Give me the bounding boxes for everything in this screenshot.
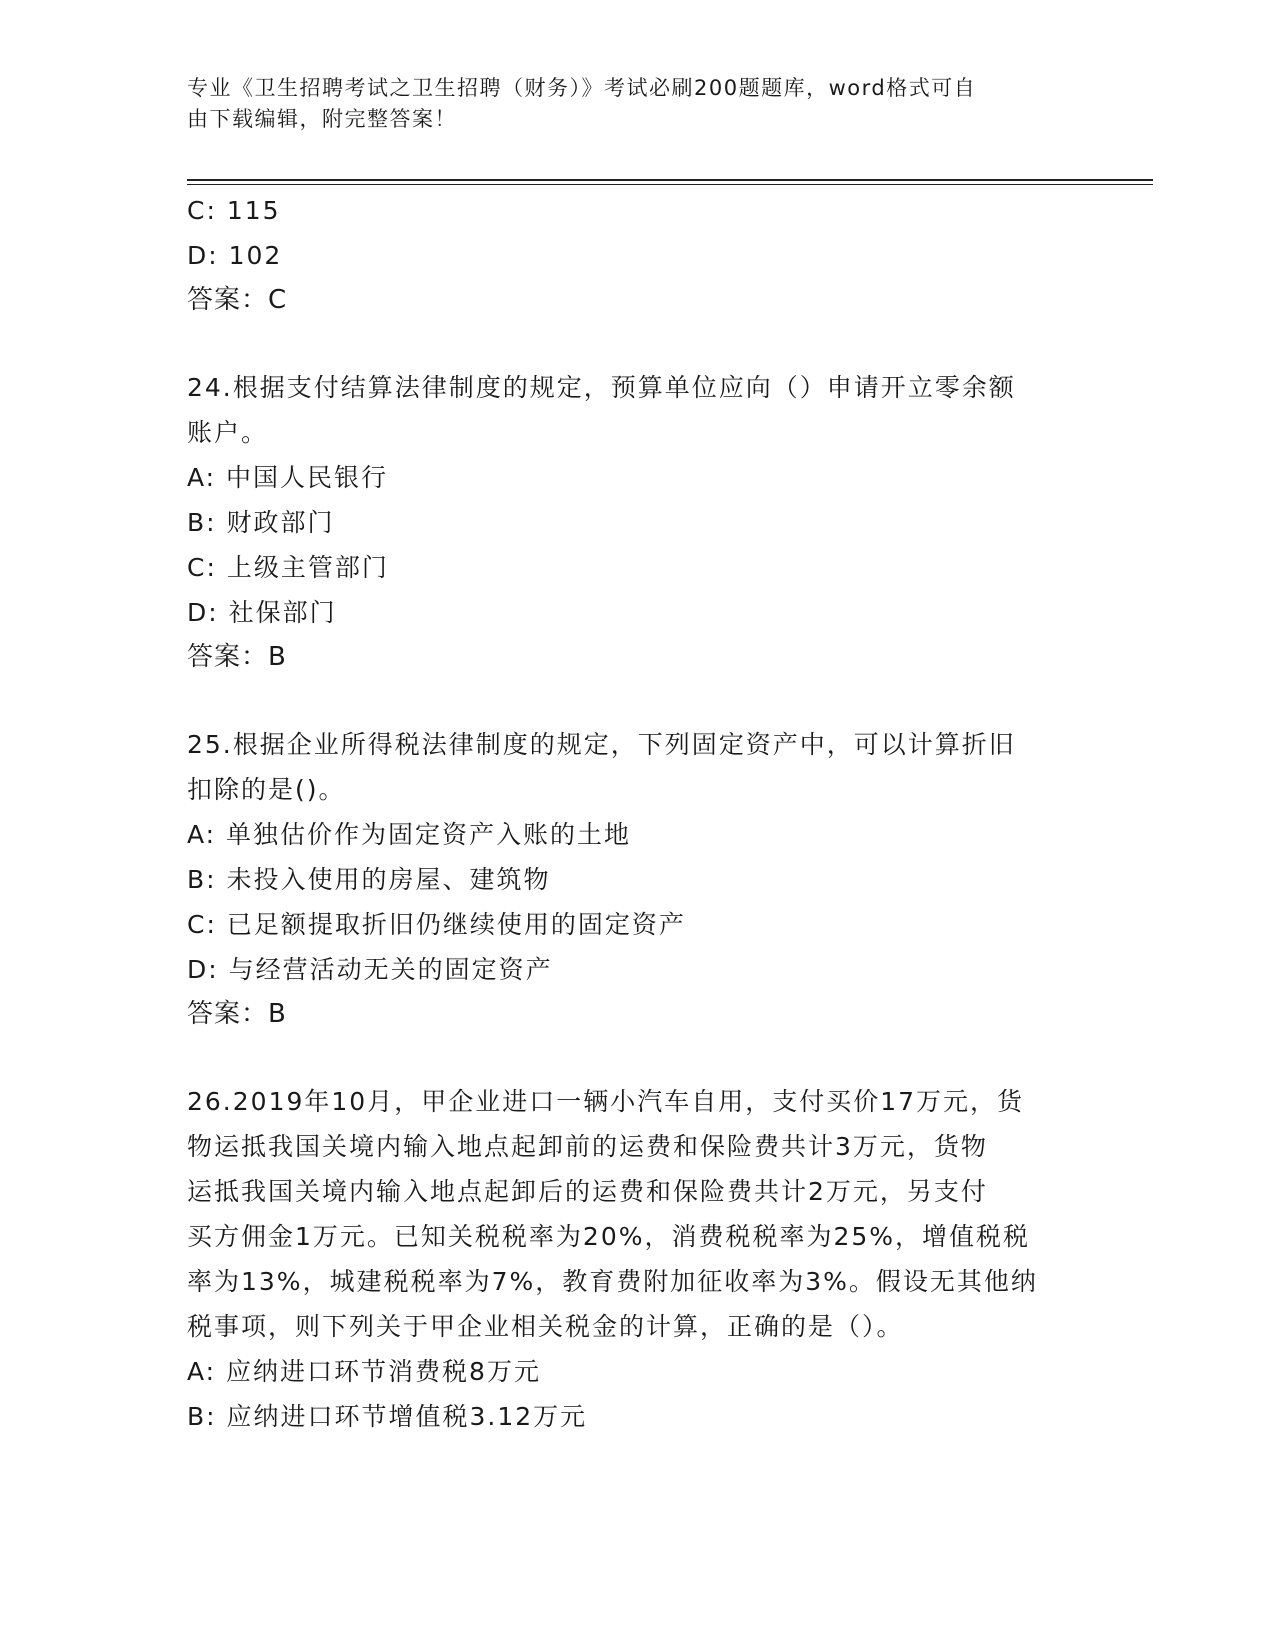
option-a: A: 中国人民银行 [187,463,389,492]
option-b: B: 应纳进口环节增值税3.12万元 [187,1402,588,1431]
question-stem-line: 24.根据支付结算法律制度的规定，预算单位应向（）申请开立零余额 [187,373,1016,402]
option-a: A: 单独估价作为固定资产入账的土地 [187,820,632,849]
question-stem-line: 运抵我国关境内输入地点起卸后的运费和保险费共计2万元，另支付 [187,1177,988,1206]
question-stem-line: 26.2019年10月，甲企业进口一辆小汽车自用，支付买价17万元，货 [187,1087,1025,1116]
option-a: A: 应纳进口环节消费税8万元 [187,1357,541,1386]
option-c: C: 上级主管部门 [187,553,389,582]
question-stem-line: 买方佣金1万元。已知关税税率为20%，消费税税率为25%，增值税税 [187,1222,1031,1251]
option-b: B: 未投入使用的房屋、建筑物 [187,865,551,894]
header-divider-thick [187,179,1153,181]
prev-question [187,188,1087,323]
page-header [187,73,1087,135]
header-divider-thin [187,184,1153,185]
option-c: C: 已足额提取折旧仍继续使用的固定资产 [187,910,686,939]
question-24 [187,365,1087,680]
question-stem-line: 扣除的是()。 [187,775,346,804]
question-list [187,188,1087,1439]
answer-label: 答案：B [187,999,287,1029]
question-stem-line: 税事项，则下列关于甲企业相关税金的计算，正确的是（）。 [187,1312,904,1341]
question-stem-line: 率为13%，城建税税率为7%，教育费附加征收率为3%。假设无其他纳 [187,1267,1038,1296]
question-stem-line: 物运抵我国关境内输入地点起卸前的运费和保险费共计3万元，货物 [187,1132,988,1161]
option-d: D: 社保部门 [187,598,337,627]
option-d: D: 102 [187,241,283,270]
header-line-2: 由下载编辑，附完整答案！ [187,107,457,131]
header-line-1: 专业《卫生招聘考试之卫生招聘（财务）》考试必刷200题题库，word格式可自 [187,76,977,100]
option-b: B: 财政部门 [187,508,335,537]
answer-label: 答案：C [187,285,288,315]
question-stem-line: 账户。 [187,418,269,447]
answer-label: 答案：B [187,642,287,672]
question-26 [187,1079,1087,1439]
option-c: C: 115 [187,196,281,225]
question-stem-line: 25.根据企业所得税法律制度的规定，下列固定资产中，可以计算折旧 [187,730,1016,759]
option-d: D: 与经营活动无关的固定资产 [187,955,553,984]
question-25 [187,722,1087,1037]
